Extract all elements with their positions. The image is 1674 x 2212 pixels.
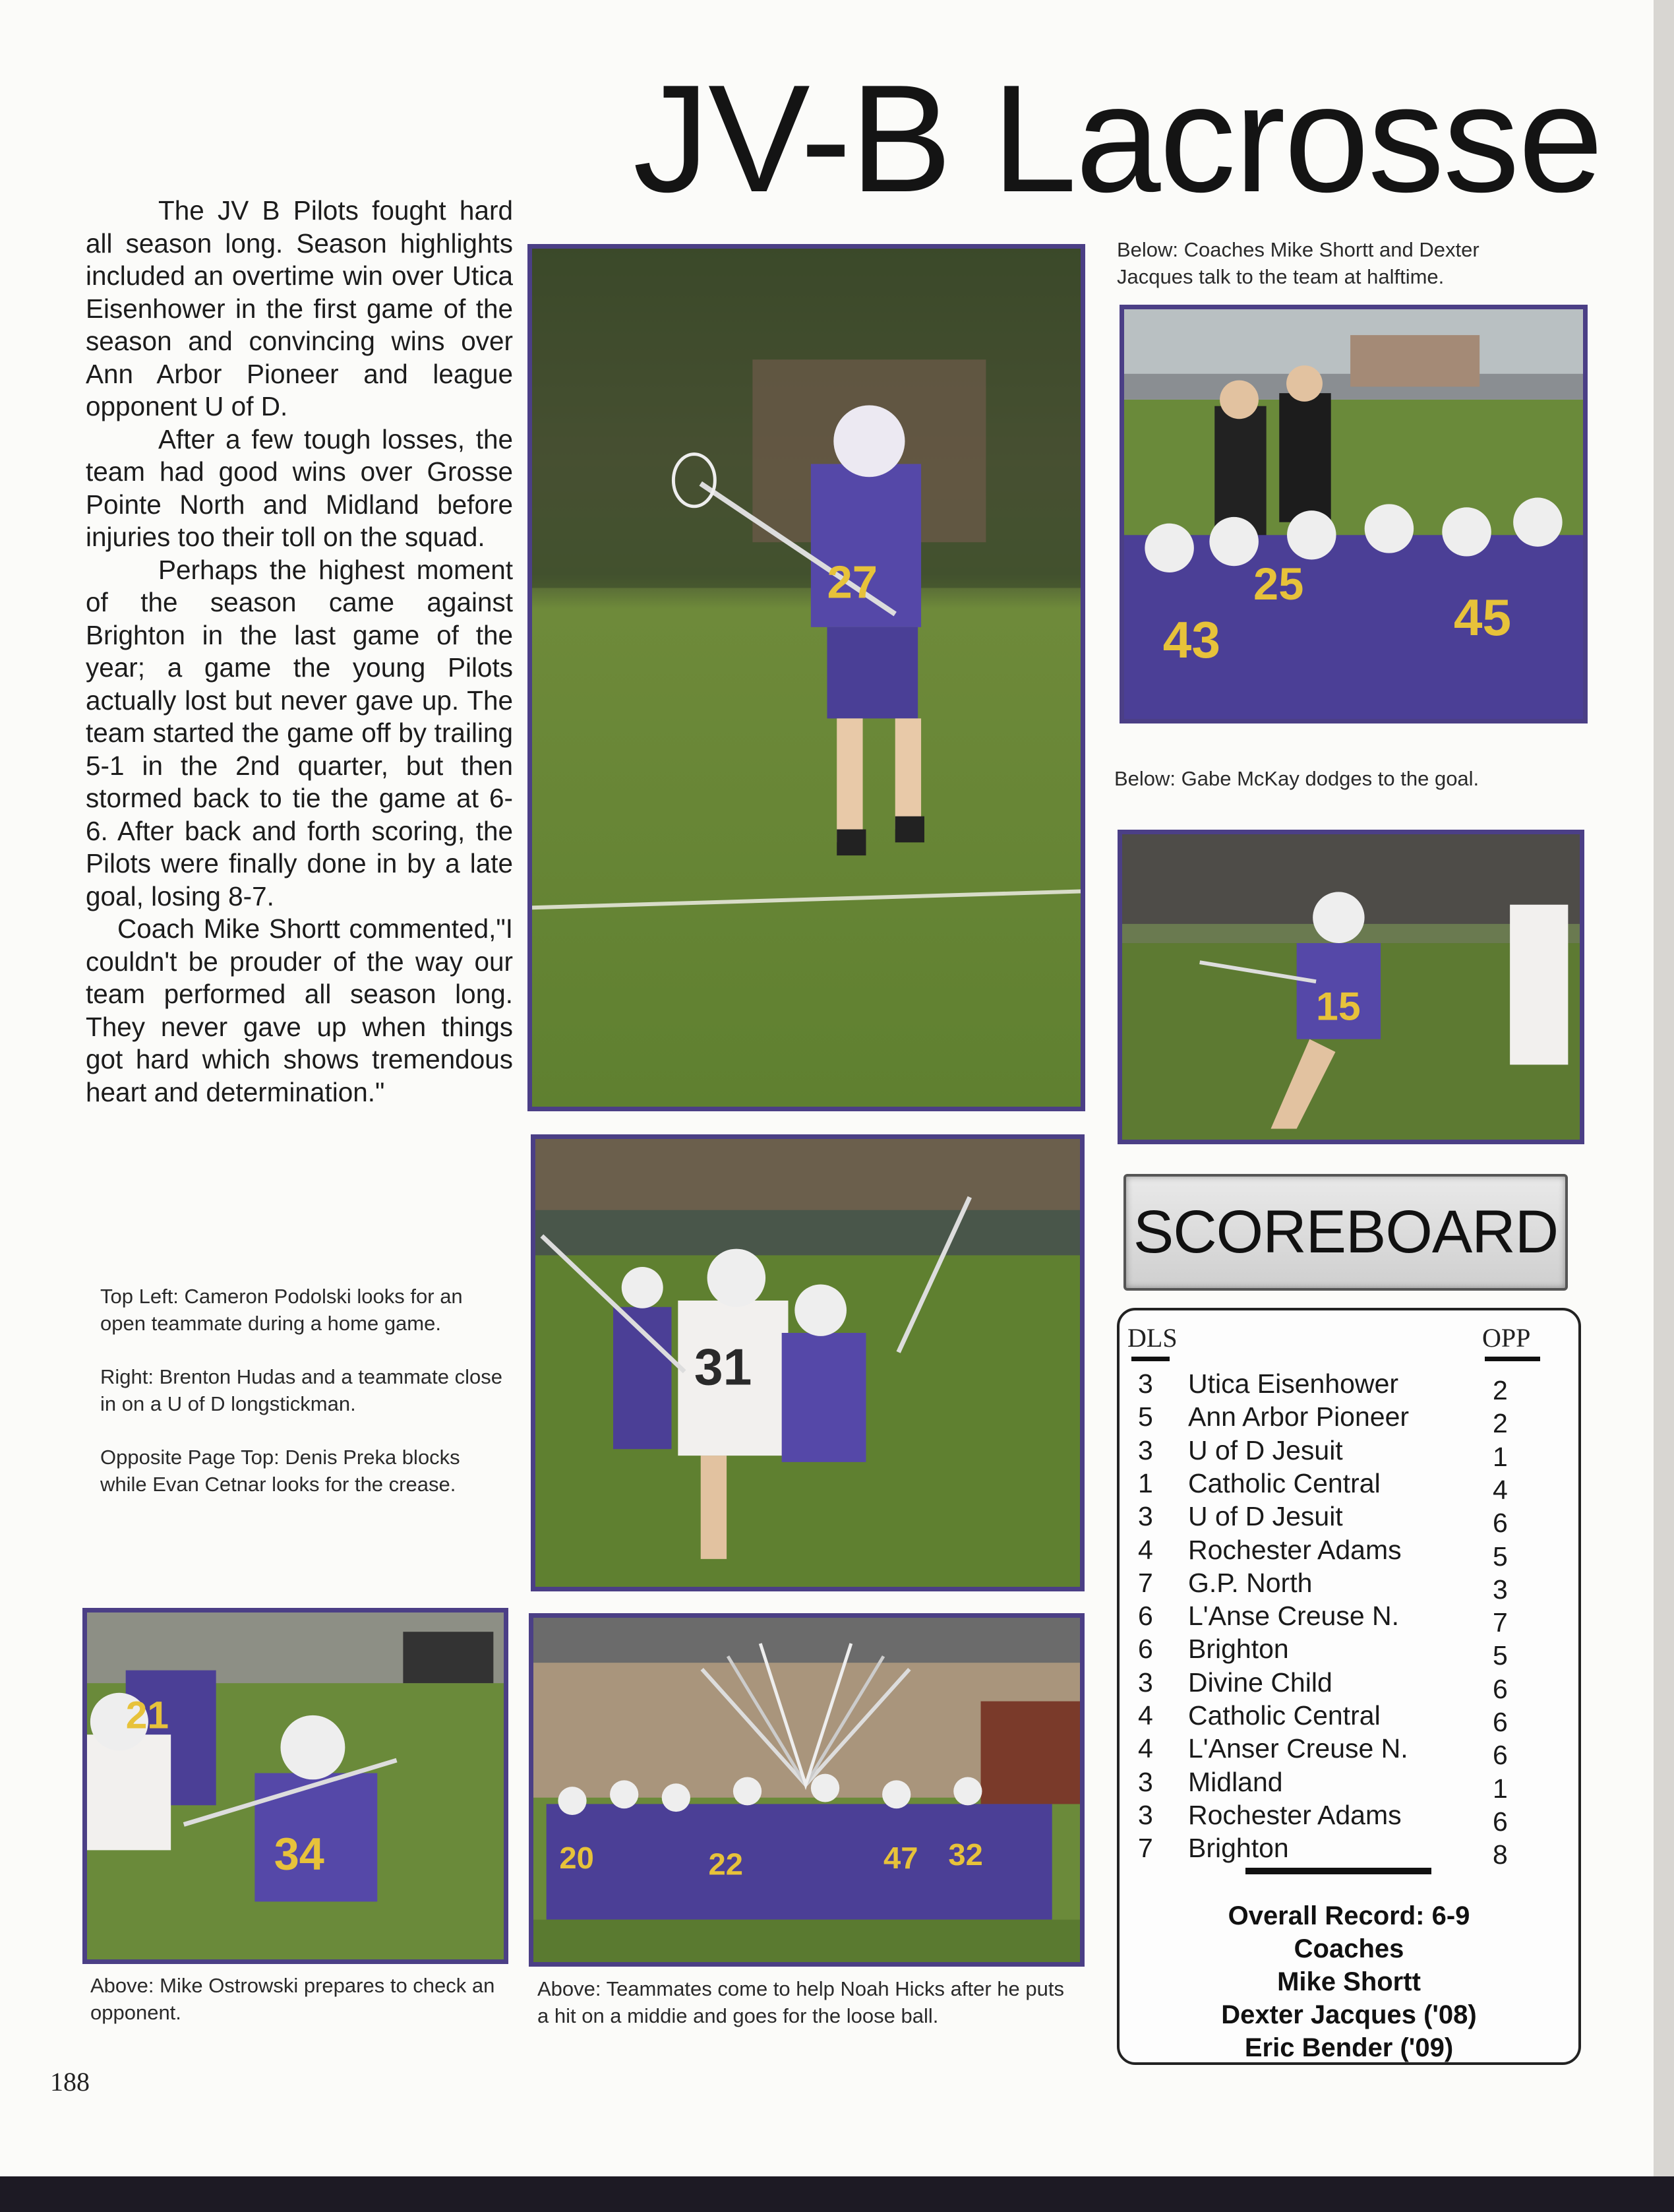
- team-photo-art: [533, 1618, 1080, 1962]
- jersey-number: 25: [1253, 559, 1304, 610]
- game-row: [1120, 1401, 1578, 1439]
- scoreboard-title: SCOREBOARD: [1123, 1174, 1568, 1291]
- opponent-name: Brighton: [1188, 1634, 1289, 1665]
- jersey-number: 20: [559, 1840, 594, 1875]
- game-row: [1120, 1799, 1578, 1837]
- game-row: [1120, 1534, 1578, 1572]
- opp-score: 7: [1493, 1607, 1508, 1638]
- dls-score: 3: [1138, 1434, 1153, 1465]
- svg-text:21: 21: [125, 1694, 169, 1737]
- article-paragraph: Perhaps the highest moment of the season came against Brighton in the last game of the year; a game the young Pilots actually lost but never gave up. The team started the game off by trailing 5-1 in the 2nd quarter, but then stormed back to tie the game at 6-6. After back and forth scoring, the Pilots were finally done in by a late goal, losing 8-7.: [86, 554, 513, 911]
- ostrowski-photo-art: [87, 1613, 504, 1959]
- caption-opposite: Opposite Page Top: Denis Preka blocks while Evan Cetnar looks for the crease.: [100, 1446, 460, 1496]
- game-row: [1120, 1766, 1578, 1804]
- game-row: [1120, 1368, 1578, 1405]
- opponent-name: Divine Child: [1188, 1667, 1332, 1698]
- white-jersey-photo-art: [535, 1139, 1080, 1587]
- opp-score: 2: [1493, 1375, 1508, 1405]
- game-row: [1120, 1634, 1578, 1671]
- caption-coaches-halftime: Below: Coaches Mike Shortt and Dexter Jacques talk to the team at halftime.: [1117, 238, 1480, 288]
- dls-score: 4: [1138, 1700, 1153, 1731]
- left-captions: [100, 1283, 502, 1524]
- jersey-number: 22: [708, 1846, 744, 1882]
- dls-score: 3: [1138, 1501, 1153, 1532]
- opponent-name: Midland: [1188, 1766, 1283, 1797]
- dls-score: 3: [1138, 1667, 1153, 1698]
- caption-top-left: Top Left: Cameron Podolski looks for an open teammate during a home game.: [100, 1285, 463, 1335]
- opp-score: 4: [1493, 1474, 1508, 1505]
- dls-score: 6: [1138, 1634, 1153, 1665]
- article-paragraph: Coach Mike Shortt commented,"I couldn't be prouder of the way our team performed all season long. They never gave up when things got hard which shows tremendous heart and determination.": [86, 913, 513, 1107]
- scoreboard-table: [1117, 1308, 1581, 2065]
- game-row: [1120, 1567, 1578, 1605]
- dls-score: 5: [1138, 1401, 1153, 1432]
- opponent-name: Catholic Central: [1188, 1467, 1381, 1498]
- opponent-name: L'Anser Creuse N.: [1188, 1733, 1408, 1764]
- opponent-name: Brighton: [1188, 1833, 1289, 1864]
- scan-bottom-strip: [0, 2176, 1674, 2212]
- jersey-number: 27: [827, 556, 878, 608]
- main-photo-art: [532, 249, 1081, 1107]
- gabe-photo-art: [1122, 834, 1580, 1140]
- opp-score: 6: [1493, 1806, 1508, 1837]
- article-body: [86, 195, 513, 1109]
- opponent-name: Rochester Adams: [1188, 1534, 1402, 1565]
- coach-name: Mike Shortt: [1277, 1967, 1421, 1996]
- game-row: [1120, 1833, 1578, 1870]
- opponent-name: Catholic Central: [1188, 1700, 1381, 1731]
- opp-header: OPP: [1482, 1323, 1531, 1353]
- dls-score: 3: [1138, 1368, 1153, 1399]
- halftime-photo-art: [1124, 309, 1583, 719]
- game-row: [1120, 1501, 1578, 1539]
- opp-score: 6: [1493, 1740, 1508, 1771]
- article-paragraph: The JV B Pilots fought hard all season long. Season highlights included an overtime win over Utica Eisenhower in the first game of the season and convincing wins over Ann Arbor Pioneer and league opponent U of D.: [86, 195, 513, 421]
- opp-score: 1: [1493, 1773, 1508, 1804]
- dls-score: 4: [1138, 1534, 1153, 1565]
- caption-gabe: Below: Gabe McKay dodges to the goal.: [1114, 767, 1480, 790]
- dls-header-underline: [1131, 1357, 1170, 1361]
- opp-score: 3: [1493, 1574, 1508, 1605]
- dls-header: DLS: [1127, 1323, 1178, 1353]
- caption-right: Right: Brenton Hudas and a teammate close in on a U of D longstickman.: [100, 1365, 503, 1415]
- opponent-name: Utica Eisenhower: [1188, 1368, 1399, 1399]
- dls-score: 1: [1138, 1467, 1153, 1498]
- coach-name: Dexter Jacques ('08): [1221, 2000, 1477, 2029]
- opponent-name: U of D Jesuit: [1188, 1434, 1343, 1465]
- dls-score: 7: [1138, 1567, 1153, 1598]
- article-paragraph: After a few tough losses, the team had good wins over Grosse Pointe North and Midland before injuries too their toll on the squad.: [86, 423, 513, 552]
- opp-score: 6: [1493, 1673, 1508, 1704]
- opp-score: 2: [1493, 1408, 1508, 1439]
- dls-score: 7: [1138, 1833, 1153, 1864]
- game-row: [1120, 1700, 1578, 1737]
- opponent-name: Rochester Adams: [1188, 1799, 1402, 1830]
- caption-teammates: Above: Teammates come to help Noah Hicks after he puts a hit on a middie and goes for the loose ball.: [537, 1977, 1064, 2027]
- jersey-number: 45: [1453, 588, 1512, 646]
- gabe-photo: [1118, 830, 1584, 1144]
- opp-score: 6: [1493, 1707, 1508, 1737]
- page-edge: [1654, 0, 1674, 2176]
- halftime-photo: [1120, 305, 1588, 723]
- page-number: 188: [50, 2067, 90, 2097]
- game-row: [1120, 1667, 1578, 1704]
- opponent-name: G.P. North: [1188, 1567, 1313, 1598]
- dls-score: 3: [1138, 1799, 1153, 1830]
- game-row: [1120, 1434, 1578, 1472]
- ostrowski-photo: [82, 1608, 508, 1964]
- dls-score: 6: [1138, 1601, 1153, 1632]
- opp-score: 1: [1493, 1441, 1508, 1472]
- opponent-name: U of D Jesuit: [1188, 1501, 1343, 1532]
- jersey-number: 31: [694, 1337, 752, 1396]
- jersey-number: 15: [1316, 983, 1361, 1029]
- record-divider: [1245, 1868, 1431, 1874]
- main-action-photo: [527, 244, 1085, 1111]
- opp-score: 5: [1493, 1541, 1508, 1572]
- game-row: [1120, 1733, 1578, 1771]
- opp-score: 5: [1493, 1640, 1508, 1671]
- game-row: [1120, 1601, 1578, 1638]
- opponent-name: L'Anse Creuse N.: [1188, 1601, 1400, 1632]
- team-photo: [529, 1613, 1085, 1967]
- jersey-number: 43: [1162, 611, 1221, 669]
- white-jersey-photo: [531, 1134, 1085, 1591]
- dls-score: 4: [1138, 1733, 1153, 1764]
- opp-score: 6: [1493, 1508, 1508, 1539]
- coaches-label: Coaches: [1294, 1934, 1404, 1963]
- page-title: JV-B Lacrosse: [633, 53, 1602, 224]
- coach-name: Eric Bender ('09): [1244, 2033, 1454, 2062]
- jersey-number: 47: [883, 1840, 918, 1875]
- jersey-number: 34: [274, 1829, 324, 1880]
- opp-header-underline: [1485, 1357, 1540, 1361]
- overall-record: Overall Record: 6-9: [1228, 1901, 1470, 1930]
- game-row: [1120, 1467, 1578, 1505]
- opp-score: 8: [1493, 1839, 1508, 1870]
- dls-score: 3: [1138, 1766, 1153, 1797]
- jersey-number: 32: [948, 1837, 983, 1872]
- opponent-name: Ann Arbor Pioneer: [1188, 1401, 1410, 1432]
- caption-ostrowski: Above: Mike Ostrowski prepares to check an opponent.: [90, 1974, 495, 2024]
